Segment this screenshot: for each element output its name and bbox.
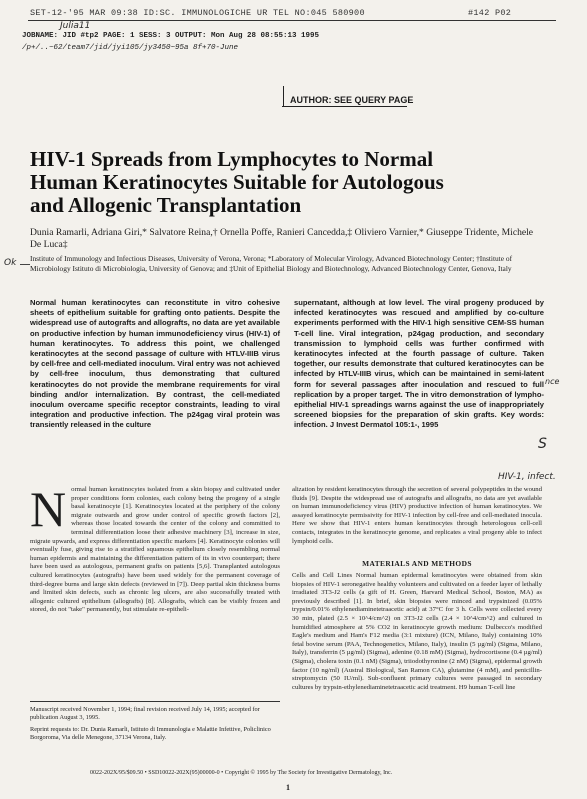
author-query-bracket xyxy=(283,86,289,107)
footnote-reprint: Reprint requests to: Dr. Dunia Ramarli, Istituto di Immunologia e Malattie Infettive, Policlinico Borgoroma, Via delle Menegone, 37134 Verona, Italy. xyxy=(30,726,271,742)
footnote-received: Manuscript received November 1, 1994; final revision received July 14, 1995; accepted for publication August 3, 1995. xyxy=(30,706,260,722)
section-heading-methods: MATERIALS AND METHODS xyxy=(362,559,472,568)
author-query-label: AUTHOR: SEE QUERY PAGE xyxy=(290,95,414,105)
drop-cap: N xyxy=(30,481,67,537)
footnote-rule xyxy=(30,701,280,702)
author-query-underline xyxy=(282,106,407,107)
handwritten-note-top: Julia11 xyxy=(60,21,91,31)
fax-header: SET-12-'95 MAR 09:38 ID:SC. IMMUNOLOGICHE UR TEL NO:045 580900 xyxy=(30,8,365,18)
handwritten-s-mark: S xyxy=(538,436,547,452)
handwritten-keywords: HIV-1, infect. xyxy=(498,472,556,482)
intro-right-column: alization by resident keratinocytes through the secretion of several polypeptides in the wound fluids [9]. Despite the widespread use of autografts and allografts, no data are yet available on human immunodeficiency virus (HIV) productive infection of human keratinocytes. We assayed keratinocyte permissivity for HIV-1 infection by cell-free and cell-mediated inocula. Here we show that HIV-1 enters human keratinocytes through heterologous cell-cell contacts, integrates in the keratinocyte genome, and replicates a viral progeny able to infect lymphoid cells. xyxy=(292,486,542,545)
fax-page-number: #142 P02 xyxy=(468,8,512,18)
page-number: 1 xyxy=(286,783,290,792)
copyright-line: 0022-202X/95/$09.50 • SSD10022-202X(95)00000-0 • Copyright © 1995 by The Society for Investigative Dermatology, Inc. xyxy=(90,770,393,776)
handwritten-margin-note: Ok xyxy=(4,258,17,268)
handwritten-margin-right: nce xyxy=(545,377,560,386)
file-path-line: /p+/..~62/team7/jid/jyi105/jy3450~95a 8f+70-June xyxy=(22,44,239,52)
jobname-line: JOBNAME: JID #tp2 PAGE: 1 SESS: 3 OUTPUT: Mon Aug 28 08:55:13 1995 xyxy=(22,32,320,40)
abstract-right-column: supernatant, although at low level. The viral progeny produced by infected keratinocytes was rescued and amplified by co-culture experiments performed with the HIV-1 high sensitive CEM-SS human T-cell line. Viral integration, p24gag production, and secondary transmission to lymphoid cells was further confirmed with keratinocytes infected at the fourth passage of culture. Taken together, our results demonstrate that cultured keratinocytes can be infected by HTLV-IIIB virus, which can be maintained in semi-latent form for several passages after inoculation and rescued to full replication by a proper target. The in vitro demonstration of lympho-epithelial HIV-1 spreadings warns against the use of inappropriately screened biopsies for the preparation of skin grafts. Key words: infection. J Invest Dermatol 105:1-, 1995 xyxy=(294,298,544,430)
intro-left-column xyxy=(30,481,280,615)
abstract-left-column: Normal human keratinocytes can reconstitute in vitro cohesive sheets of epithelium suitable for grafting onto patients. Despite the widespread use of autografts and allografts, no data are yet available on productive infection by human immunodeficiency virus (HIV-1) of human keratinocytes. To address this point, we challenged keratinocytes at the second passage of culture with HTLV-IIIB virus by cell-free and cell-mediated inoculum. Viral entry was not achieved by cell-free inoculum, thus demonstrating that cultured keratinocytes do not provide the membrane requirements for viral binding and/or internalization. By contrast, the cell-mediated inoculum overcame specific receptor constraints, leading to viral integration and productive infection. The p24gag viral protein was transiently released in the culture xyxy=(30,298,280,430)
margin-arrow xyxy=(20,264,30,265)
affiliations: Institute of Immunology and Infectious Diseases, University of Verona, Verona; *Laboratory of Molecular Virology, Advanced Biotechnology Center; †Institute of Microbiology Istituto di Microbiologia, University of Genova; and ‡Unit of Epithelial Biology and Biotechnology, Advanced Biotechnology Center, Genova, Italy xyxy=(30,254,513,273)
author-list: Dunia Ramarli, Adriana Giri,* Salvatore Reina,† Ornella Poffe, Ranieri Cancedda,‡ Oliviero Varnier,* Giuseppe Tridente, Michele De Luca‡ xyxy=(30,227,534,250)
article-title: HIV-1 Spreads from Lymphocytes to Normal Human Keratinocytes Suitable for Autologous and Allogenic Transplantation xyxy=(30,147,444,217)
intro-left-text: ormal human keratinocytes isolated from a skin biopsy and cultivated under proper conditions form colonies, each colony being the progeny of a single basal keratinocyte [1]. Keratinocytes located at the periphery of the colony migrate outwards and grow under control of specific growth factors [2], whereas those located towards the center of the colony and committed to terminal differentiation loose their adhesive machinery [3], increase in size, migrate upwards, and express differentiation specific markers [4]. Keratinocyte colonies will eventually fuse, giving rise to a stratified squamous epithelium closely resembling normal human epidermis and maintaining the differentiation pattern of its in vivo counterpart; there have been used as autologous, permanent grafts on patients [5,6]. Transplanted autologous cultured keratinocytes (autografts) have been used widely for the permanent coverage of third-degree burns and large skin defects (reviewed in [7]). Deep partial skin thickness burns and limited skin defects, such as chronic leg ulcers, are also successfully treated with allogenic cultured epithelium (allografts) [8]. Allografts, which can be visibly frozen and stored, do not "take" permanently, but stimulate re-epitheli- xyxy=(30,486,280,614)
fax-header-rule xyxy=(28,20,556,21)
methods-text: Cells and Cell Lines Normal human epidermal keratinocytes were obtained from skin biopsies of HIV-1 seronegative healthy volunteers and cultivated on a feeder layer of lethally irradiated 3T3-J2 cells (a gift of H. Green, Harvard Medical School, Boston, MA) as previously described [1]. In brief, skin biopsies were minced and trypsinized (0.05% trypsin/0.01% ethylenediaminetetraacetic acid) at 37°C for 3 h. Cells were collected every 30 min, plated (2.5 × 10^4/cm^2) on 3T3-J2 cells (2.4 × 10^4/cm^2) and cultured in humidified atmosphere at 5% CO2 in keratinocyte growth medium: Dulbecco's modified Eagle's medium and Ham's F12 media (3:1 mixture) (ICN, Milano, Italy) containing 10% fetal bovine serum (PAA, Technogenetics, Milano, Italy), insulin (5 µg/ml) (Sigma, Milano, Italy), transferrin (5 µg/ml) (Sigma), adenine (0.18 mM) (Sigma), hydrocortisone (0.4 µg/ml) (Sigma), cholera toxin (0.1 nM) (Sigma), triiodothyronine (2 nM) (Sigma), epidermal growth factor (10 ng/ml) (Austral Biological, San Ramon CA), glutamine (4 mM), and penicillin-streptomycin (50 IU/ml). Sub-confluent primary cultures were passaged in secondary cultures by trypsin-ethylenediaminetetraacetic acid treatment. H9 human T-cell line xyxy=(292,572,542,691)
